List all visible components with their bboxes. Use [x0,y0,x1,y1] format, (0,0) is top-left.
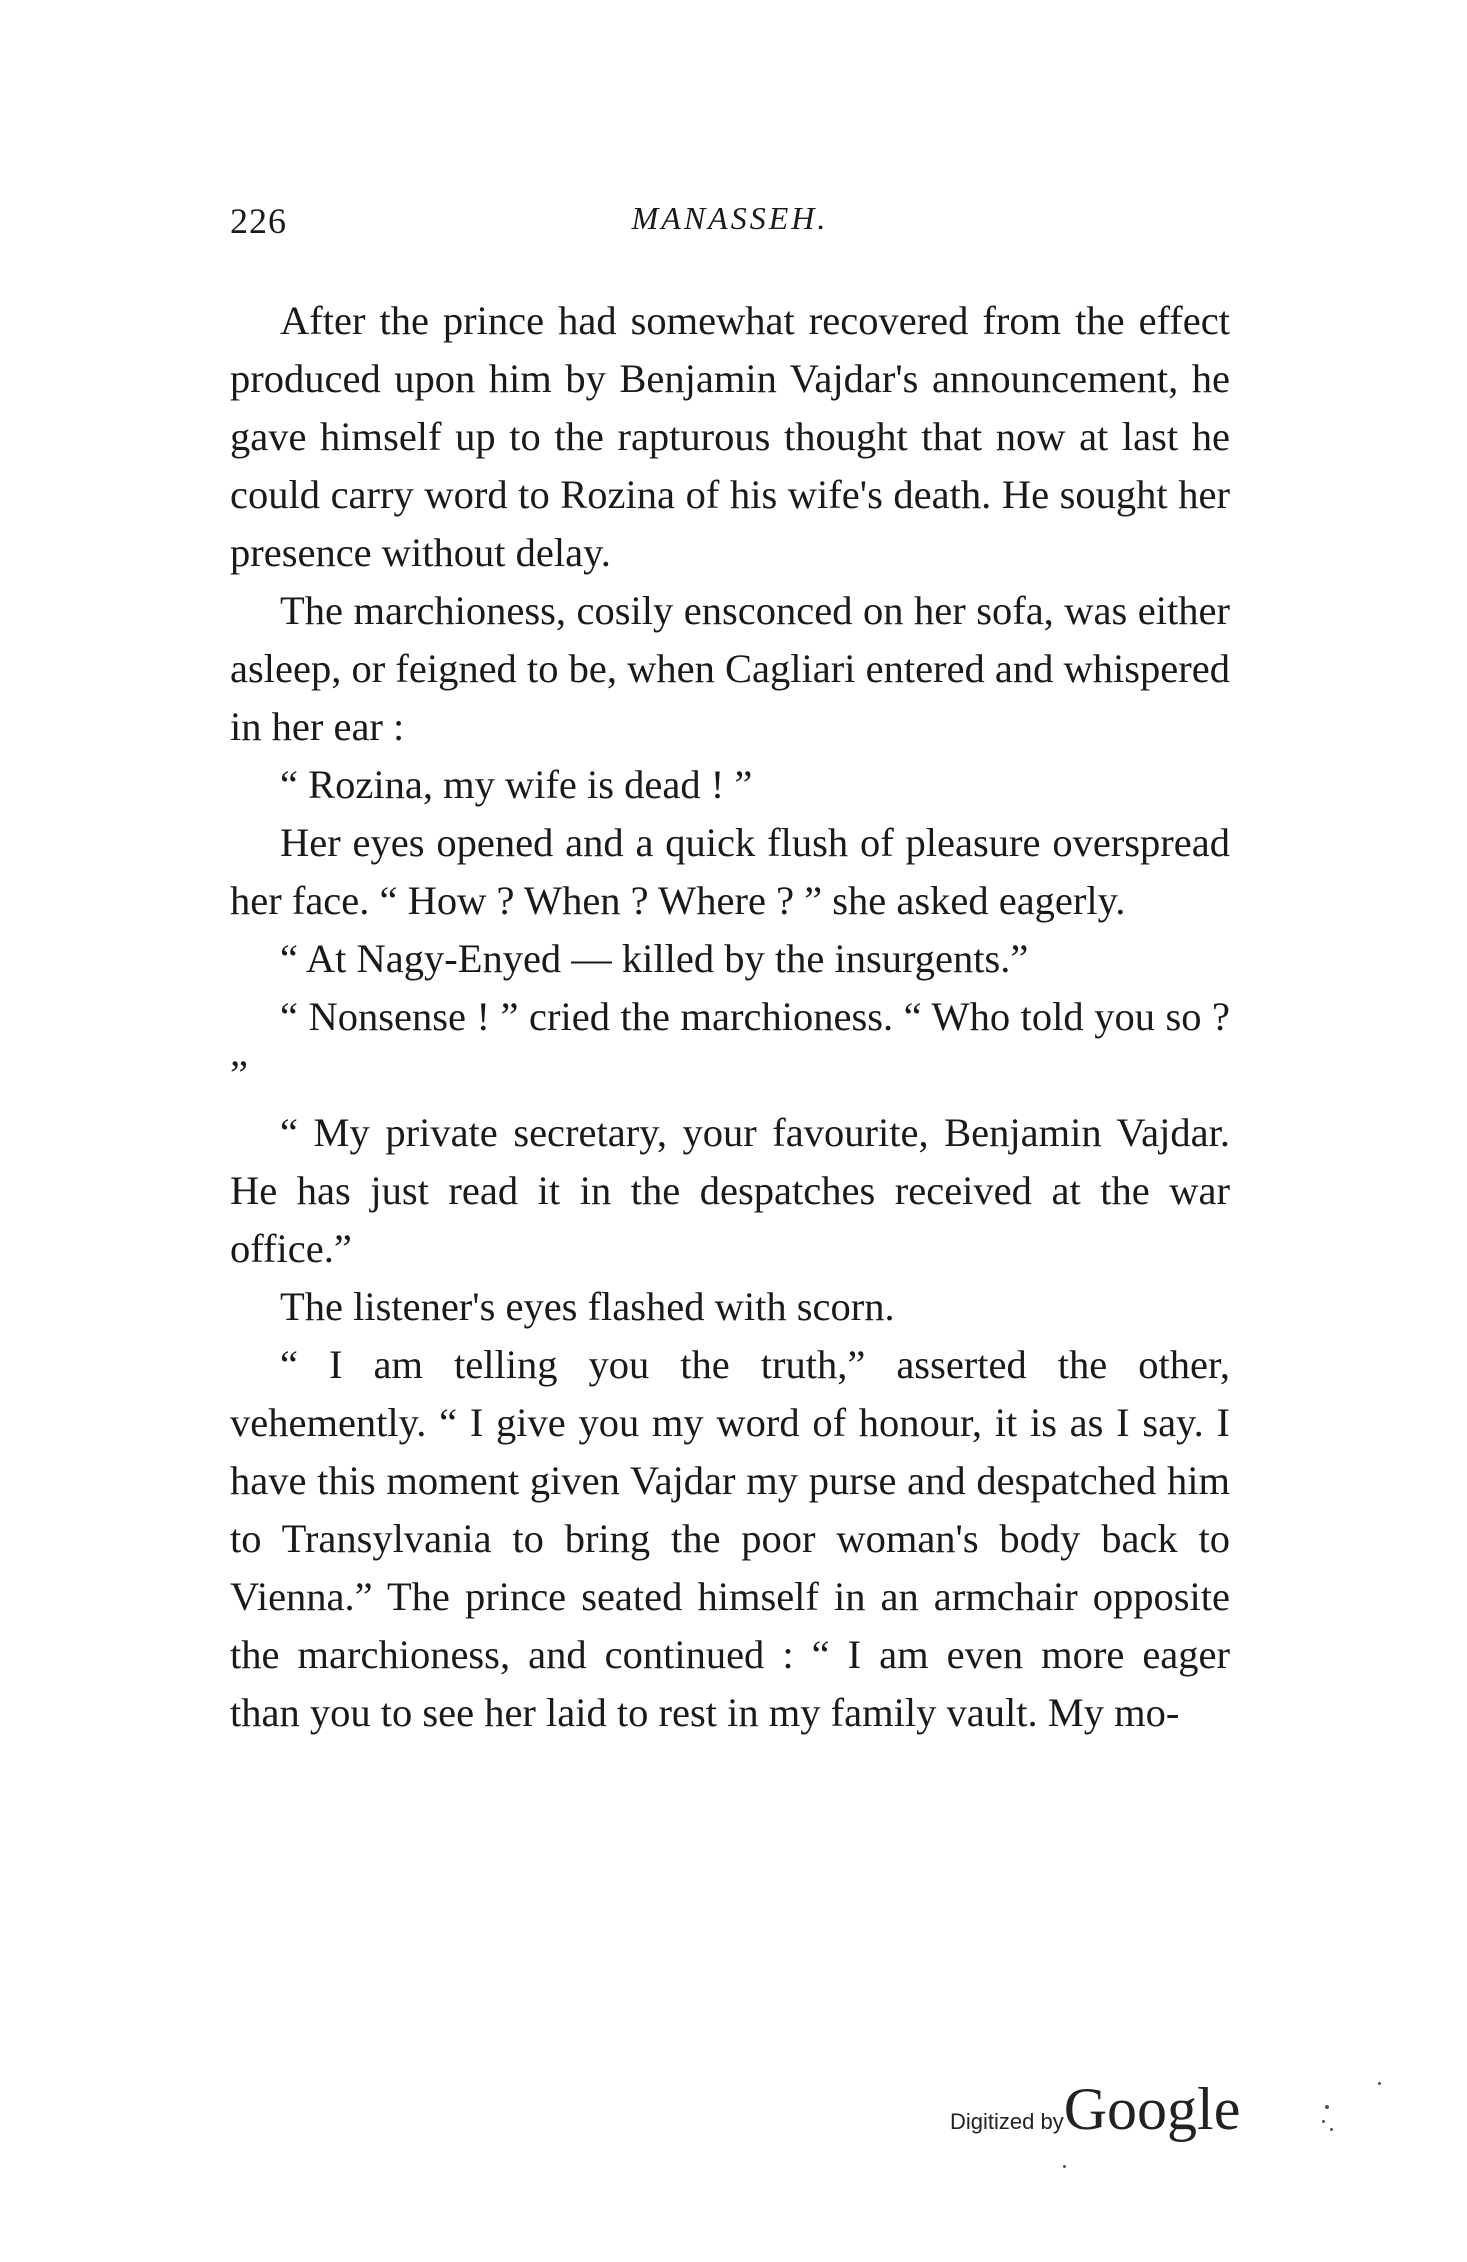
paragraph: Her eyes opened and a quick flush of pleasure overspread her face. “ How ? When ? Where ? ” she asked eagerly. [230,820,1230,923]
paragraph: The marchioness, cosily ensconced on her sofa, was either asleep, or feigned to be, when Cagliari entered and whispered in her ear : [230,588,1230,749]
page-number: 226 [230,201,287,241]
scan-speck [1322,2120,1325,2123]
paragraph: The listener's eyes flashed with scorn. [280,1284,895,1329]
paragraph: “ I am telling you the truth,” asserted the other, vehemently. “ I give you my word of honour, it is as I say. I have this moment given Vajdar my purse and despatched him to Transylvania to bring the poor woman's body back to Vienna.” The prince seated himself in an armchair opposite the marchioness, and continued : “ I am even more eager than you to see her laid to rest in my family vault. My mo- [230,1342,1230,1735]
scan-speck [1063,2165,1066,2168]
paragraph: “ At Nagy-Enyed — killed by the insurgents.” [280,936,1029,981]
paragraph: “ Nonsense ! ” cried the marchioness. “ Who told you so ? ” [230,994,1230,1097]
google-logo: Google [1063,2076,1241,2142]
digitized-by-google-watermark [950,2075,1240,2144]
page-header [230,200,1230,250]
paragraph: “ Rozina, my wife is dead ! ” [280,762,753,807]
paragraph: “ My private secretary, your favourite, Benjamin Vajdar. He has just read it in the despatches received at the war office.” [230,1110,1230,1271]
paragraph: After the prince had somewhat recovered from the effect produced upon him by Benjamin Vajdar's announcement, he gave himself up to the rapturous thought that now at last he could carry word to Rozina of his wife's death. He sought her presence without delay. [230,298,1230,575]
scan-speck [1330,2128,1333,2131]
scan-speck [1378,2082,1381,2085]
watermark-prefix: Digitized by [950,2109,1064,2134]
scan-speck [1325,2105,1329,2109]
body-text [230,292,1230,1742]
running-title: MANASSEH. [631,200,829,236]
